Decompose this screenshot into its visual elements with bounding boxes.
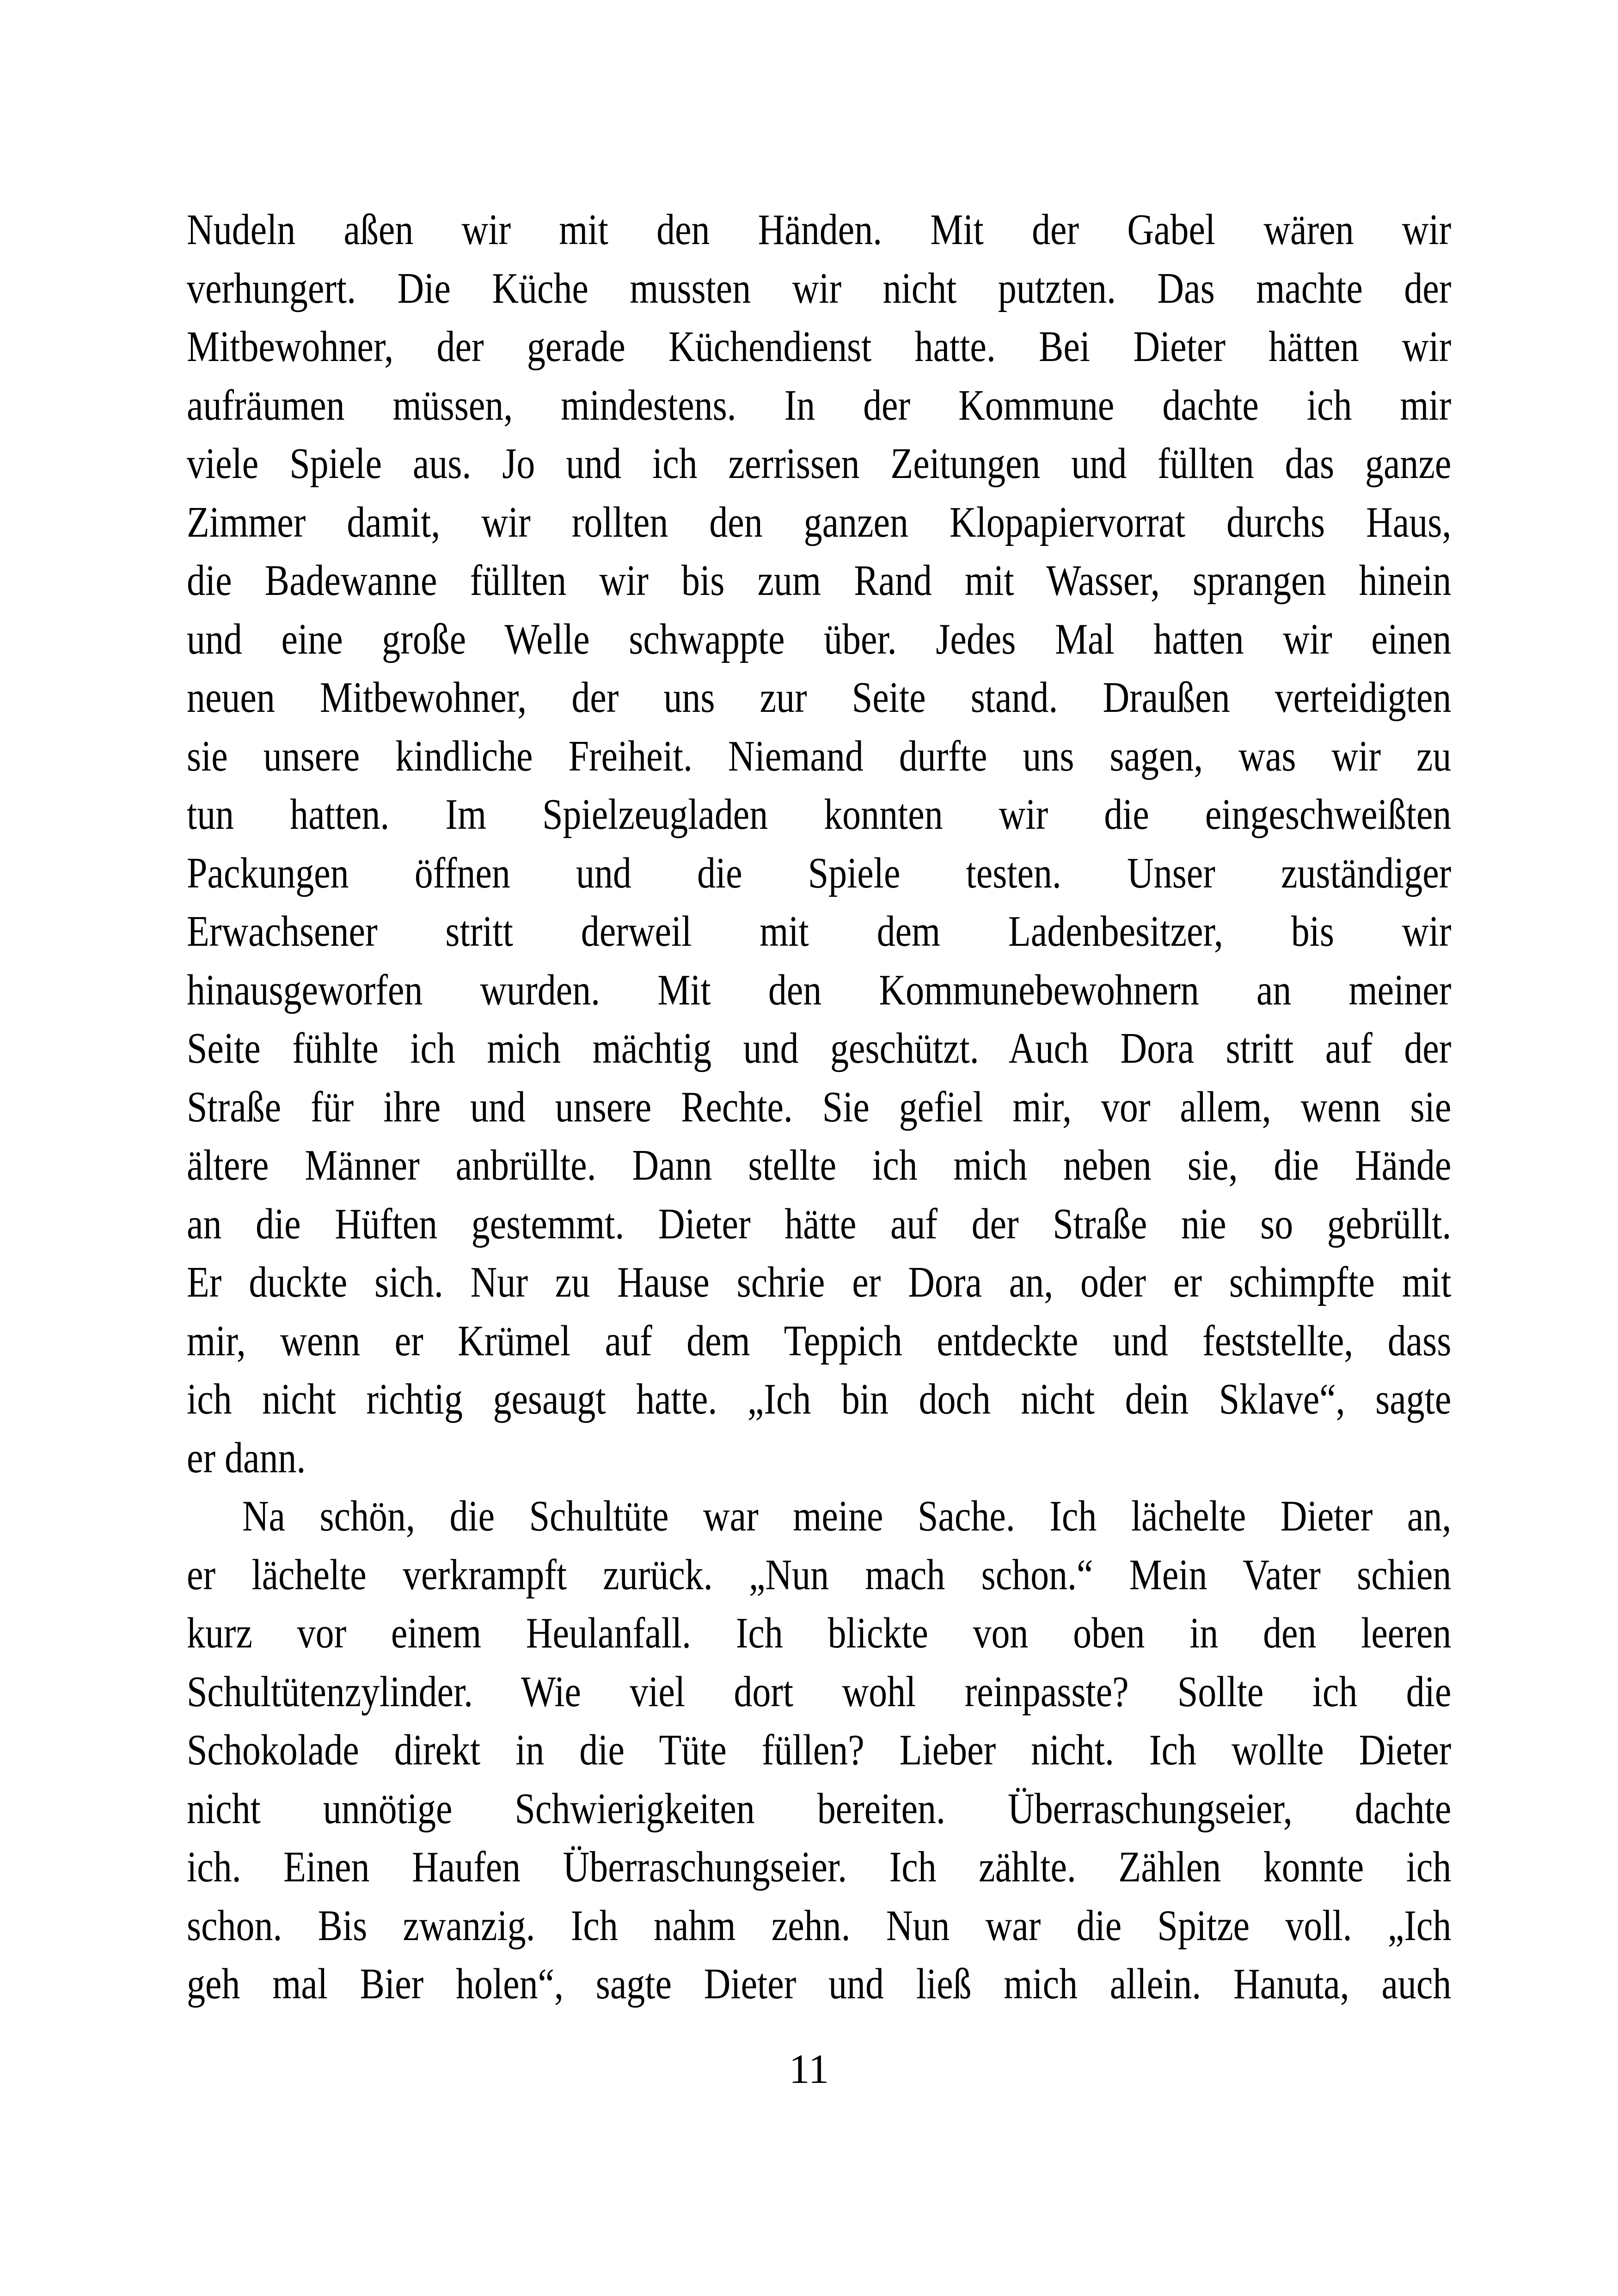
text-line: verhungert. Die Küche mussten wir nicht putzten. Das machte der [187, 264, 1452, 312]
text-line: Erwachsener stritt derweil mit dem Ladenbesitzer, bis wir [187, 907, 1452, 955]
text-line: Schultütenzylinder. Wie viel dort wohl reinpasste? Sollte ich die [187, 1667, 1452, 1716]
text-line: Zimmer damit, wir rollten den ganzen Klopapiervorrat durchs Haus, [187, 498, 1452, 546]
text-line: er lächelte verkrampft zurück. „Nun mach schon.“ Mein Vater schien [187, 1550, 1452, 1599]
text-line: tun hatten. Im Spielzeugladen konnten wir die eingeschweißten [187, 790, 1452, 839]
page-number: 11 [789, 2046, 829, 2092]
text-line: Na schön, die Schultüte war meine Sache. Ich lächelte Dieter an, [242, 1492, 1452, 1540]
text-line: Seite fühlte ich mich mächtig und geschützt. Auch Dora stritt auf der [187, 1024, 1452, 1072]
text-line: ältere Männer anbrüllte. Dann stellte ich mich neben sie, die Hände [187, 1141, 1452, 1189]
text-line: Straße für ihre und unsere Rechte. Sie gefiel mir, vor allem, wenn sie [187, 1083, 1452, 1131]
page-text [187, 201, 1451, 2014]
text-line: mir, wenn er Krümel auf dem Teppich entdeckte und feststellte, dass [187, 1316, 1452, 1365]
text-line: ich nicht richtig gesaugt hatte. „Ich bin doch nicht dein Sklave“, sagte [187, 1375, 1452, 1423]
text-line: neuen Mitbewohner, der uns zur Seite stand. Draußen verteidigten [187, 673, 1452, 722]
text-line: Er duckte sich. Nur zu Hause schrie er Dora an, oder er schimpfte mit [187, 1258, 1452, 1306]
text-line: Nudeln aßen wir mit den Händen. Mit der Gabel wären wir [187, 206, 1452, 254]
text-line: Packungen öffnen und die Spiele testen. Unser zuständiger [187, 849, 1452, 897]
text-line: geh mal Bier holen“, sagte Dieter und ließ mich allein. Hanuta, auch [187, 1960, 1452, 2008]
text-line: kurz vor einem Heulanfall. Ich blickte von oben in den leeren [187, 1609, 1452, 1657]
text-line: viele Spiele aus. Jo und ich zerrissen Zeitungen und füllten das ganze [187, 440, 1452, 488]
text-line: er dann. [187, 1433, 306, 1482]
text-line: aufräumen müssen, mindestens. In der Kommune dachte ich mir [187, 381, 1452, 429]
text-line: ich. Einen Haufen Überraschungseier. Ich zählte. Zählen konnte ich [187, 1843, 1452, 1891]
text-line: schon. Bis zwanzig. Ich nahm zehn. Nun war die Spitze voll. „Ich [187, 1901, 1452, 1950]
text-line: hinausgeworfen wurden. Mit den Kommunebewohnern an meiner [187, 966, 1452, 1014]
text-line: die Badewanne füllten wir bis zum Rand mit Wasser, sprangen hinein [187, 557, 1452, 605]
text-line: an die Hüften gestemmt. Dieter hätte auf der Straße nie so gebrüllt. [187, 1200, 1452, 1248]
text-line: und eine große Welle schwappte über. Jedes Mal hatten wir einen [187, 615, 1452, 663]
text-line: Mitbewohner, der gerade Küchendienst hatte. Bei Dieter hätten wir [187, 323, 1452, 371]
text-line: sie unsere kindliche Freiheit. Niemand durfte uns sagen, was wir zu [187, 732, 1452, 780]
text-line: nicht unnötige Schwierigkeiten bereiten. Überraschungseier, dachte [187, 1784, 1452, 1833]
text-line: Schokolade direkt in die Tüte füllen? Lieber nicht. Ich wollte Dieter [187, 1726, 1452, 1774]
